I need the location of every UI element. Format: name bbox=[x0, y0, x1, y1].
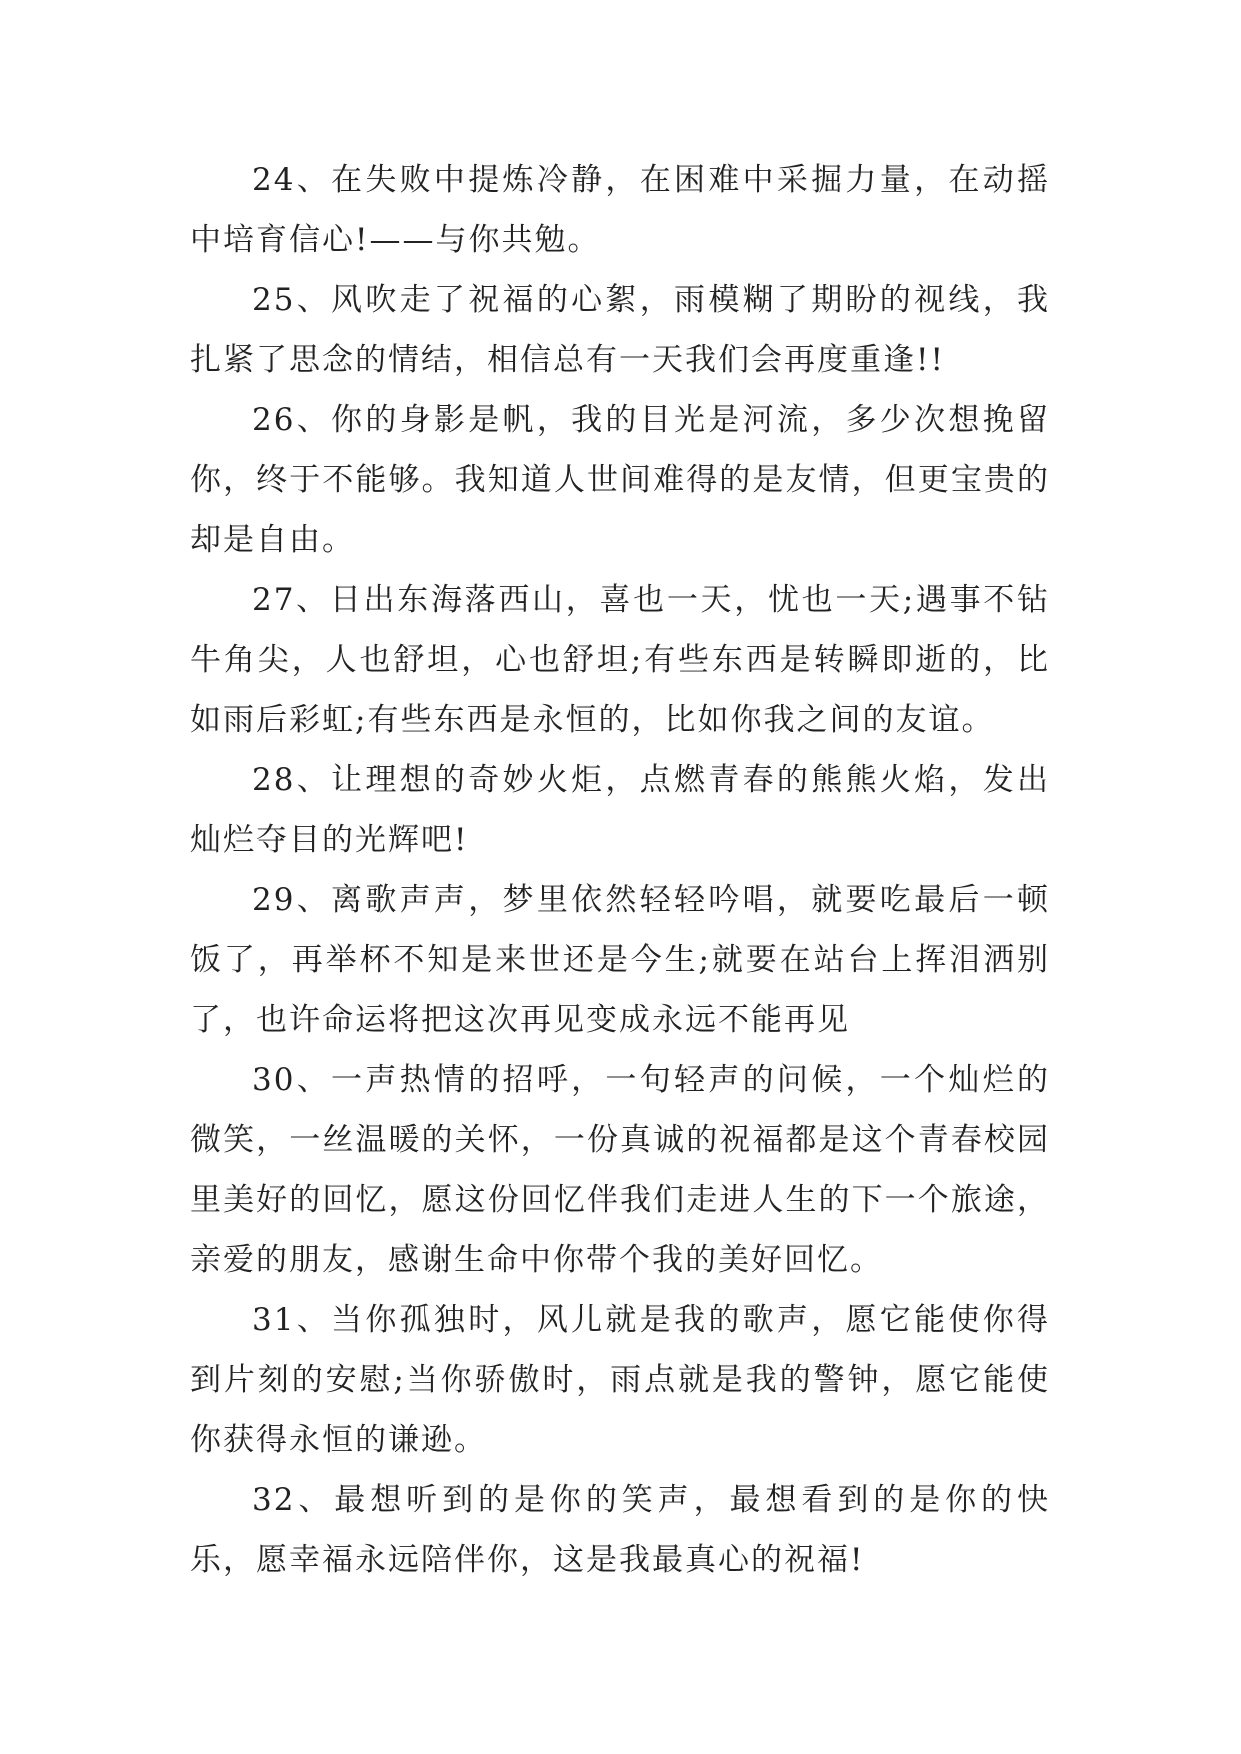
paragraph-24: 24、在失败中提炼冷静，在困难中采掘力量，在动摇中培育信心!——与你共勉。 bbox=[190, 162, 1050, 258]
paragraph-25: 25、风吹走了祝福的心絮，雨模糊了期盼的视线，我扎紧了思念的情结，相信总有一天我们会再度重逢!! bbox=[190, 282, 1050, 378]
paragraph-26: 26、你的身影是帆，我的目光是河流，多少次想挽留你，终于不能够。我知道人世间难得的是友情，但更宝贵的却是自由。 bbox=[190, 402, 1050, 558]
document-body bbox=[190, 150, 1050, 1590]
paragraph-29: 29、离歌声声，梦里依然轻轻吟唱，就要吃最后一顿饭了，再举杯不知是来世还是今生;就要在站台上挥泪洒别了，也许命运将把这次再见变成永远不能再见 bbox=[190, 882, 1050, 1038]
paragraph-31: 31、当你孤独时，风儿就是我的歌声，愿它能使你得到片刻的安慰;当你骄傲时，雨点就是我的警钟，愿它能使你获得永恒的谦逊。 bbox=[190, 1302, 1050, 1458]
paragraph-27: 27、日出东海落西山，喜也一天，忧也一天;遇事不钻牛角尖，人也舒坦，心也舒坦;有些东西是转瞬即逝的，比如雨后彩虹;有些东西是永恒的，比如你我之间的友谊。 bbox=[190, 582, 1050, 738]
paragraph-32: 32、最想听到的是你的笑声，最想看到的是你的快乐，愿幸福永远陪伴你，这是我最真心的祝福! bbox=[190, 1482, 1050, 1578]
paragraph-28: 28、让理想的奇妙火炬，点燃青春的熊熊火焰，发出灿烂夺目的光辉吧! bbox=[190, 762, 1050, 858]
paragraph-30: 30、一声热情的招呼，一句轻声的问候，一个灿烂的微笑，一丝温暖的关怀，一份真诚的祝福都是这个青春校园里美好的回忆，愿这份回忆伴我们走进人生的下一个旅途，亲爱的朋友，感谢生命中你带个我的美好回忆。 bbox=[190, 1062, 1050, 1278]
